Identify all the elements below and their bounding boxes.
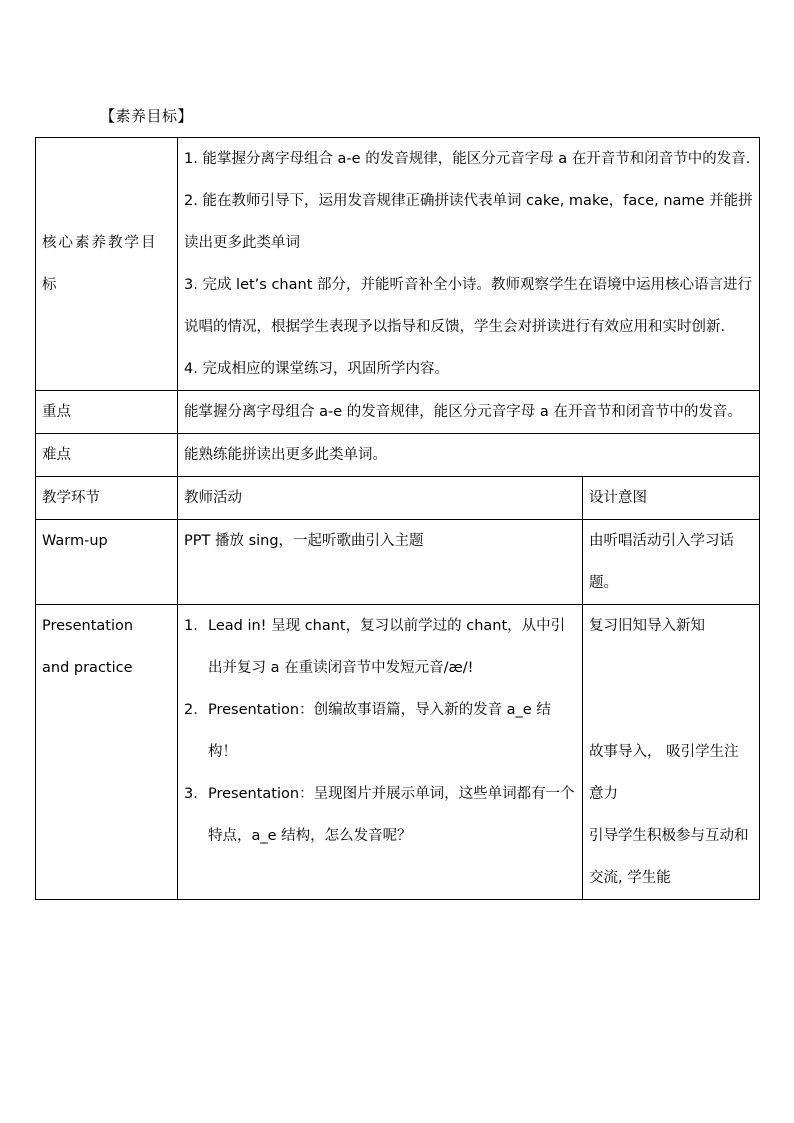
step-number: 2. [184, 702, 198, 718]
step-text: Lead in! 呈现 chant，复习以前学过的 chant，从中引出并复习 a 在重读闭音节中发短元音/æ/! [208, 618, 566, 676]
presentation-activity-cell [178, 605, 583, 900]
warmup-row [36, 520, 760, 605]
presentation-stage-line: and practice [42, 660, 133, 676]
objectives-row [36, 138, 760, 391]
step-text: Presentation：创编故事语篇，导入新的发音 a_e 结构！ [208, 702, 551, 760]
objective-item: 1. 能掌握分离字母组合 a-e 的发音规律，能区分元音字母 a 在开音节和闭音节中的发音. [184, 151, 751, 167]
difficulty-row [36, 434, 760, 477]
step-number: 1. [184, 618, 198, 634]
objective-item: 2. 能在教师引导下，运用发音规律正确拼读代表单词 cake, make，face, name 并能拼读出更多此类单词 [184, 193, 753, 251]
header-stage: 教学环节 [36, 477, 178, 520]
warmup-stage: Warm-up [36, 520, 178, 605]
key-point-label: 重点 [36, 391, 178, 434]
presentation-step-list [184, 605, 576, 857]
presentation-stage-cell [36, 605, 178, 900]
warmup-activity: PPT 播放 sing，一起听歌曲引入主题 [178, 520, 583, 605]
objective-item: 3. 完成 let’s chant 部分，并能听音补全小诗。教师观察学生在语境中运用核心语言进行说唱的情况，根据学生表现予以指导和反馈，学生会对拼读进行有效应用和实时创新. [184, 277, 752, 335]
objectives-content-cell [178, 138, 760, 391]
presentation-step [184, 605, 576, 689]
difficulty-text: 能熟练能拼读出更多此类单词。 [178, 434, 760, 477]
presentation-intent-cell [583, 605, 760, 900]
difficulty-label: 难点 [36, 434, 178, 477]
header-row [36, 477, 760, 520]
key-point-text: 能掌握分离字母组合 a-e 的发音规律，能区分元音字母 a 在开音节和闭音节中的发音。 [178, 391, 760, 434]
presentation-row [36, 605, 760, 900]
objective-item: 4. 完成相应的课堂练习，巩固所学内容。 [184, 361, 449, 377]
step-text: Presentation：呈现图片并展示单词，这些单词都有一个特点，a_e 结构，怎么发音呢？ [208, 786, 575, 844]
step-number: 3. [184, 786, 198, 802]
presentation-intent: 故事导入， 吸引学生注意力 [589, 744, 739, 802]
presentation-intent: 复习旧知导入新知 [589, 618, 705, 634]
warmup-intent: 由听唱活动引入学习话题。 [583, 520, 760, 605]
objectives-label: 核心素养教学目标 [42, 235, 158, 293]
presentation-step [184, 689, 576, 773]
header-activity: 教师活动 [178, 477, 583, 520]
header-intent: 设计意图 [583, 477, 760, 520]
presentation-intent: 引导学生积极参与互动和交流, 学生能 [589, 828, 749, 886]
lesson-plan-table [35, 137, 760, 900]
key-point-row [36, 391, 760, 434]
presentation-stage-line: Presentation [42, 618, 134, 634]
objectives-label-cell [36, 138, 178, 391]
section-heading: 【素养目标】 [100, 107, 194, 125]
presentation-step [184, 773, 576, 857]
